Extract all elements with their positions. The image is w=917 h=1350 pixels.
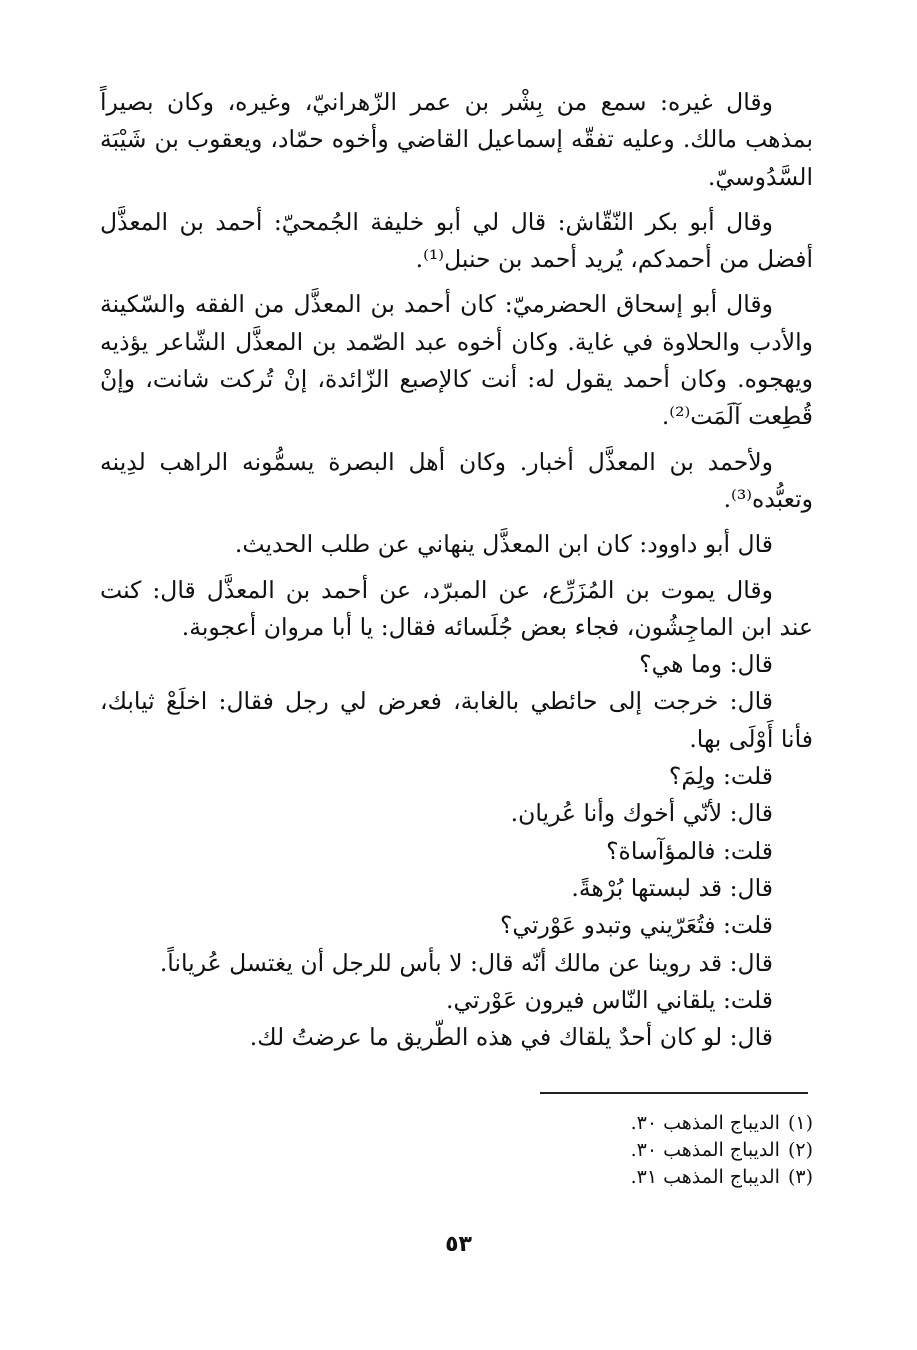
dialog-line: قال: لو كان أحدٌ يلقاك في هذه الطّريق ما عرضتُ لك.	[249, 1023, 773, 1052]
footnote-number: (١)	[787, 1112, 813, 1134]
dialog-line: قلت: يلقاني النّاس فيرون عَوْرتي.	[445, 985, 773, 1014]
footnote-number: (٣)	[787, 1166, 813, 1188]
footnote-text: الديباج المذهب ٣٠.	[630, 1139, 780, 1161]
dialog-line: قال: قد روينا عن مالك أنّه قال: لا بأس للرجل أن يغتسل عُرياناً.	[159, 948, 773, 977]
footnote-divider	[540, 1092, 808, 1094]
footnote	[400, 1164, 813, 1191]
footnote	[400, 1137, 813, 1164]
paragraph: وقال يموت بن المُزَرِّع، عن المبرّد، عن أحمد بن المعذَّل قال: كنت عند ابن الماجِشُون، فجاء بعض جُلَسائه فقال: يا أبا مروان أعجوبة.	[100, 575, 813, 641]
footnote-text: الديباج المذهب ٣١.	[630, 1166, 780, 1188]
main-text	[100, 84, 813, 1056]
dialog-line: قال: لأنّي أخوك وأنا عُريان.	[510, 799, 773, 828]
dialog-line: قال: وما هي؟	[639, 650, 773, 679]
dialog-line: قلت: فالمؤآساة؟	[606, 836, 773, 865]
footnote-number: (٢)	[787, 1139, 813, 1161]
dialog-line: قال: خرجت إلى حائطي بالغابة، فعرض لي رجل فقال: اخلَعْ ثيابك، فأنا أَوْلَى بها.	[100, 687, 813, 753]
dialog-line: قلت: فتُعَرّيني وتبدو عَوْرتي؟	[499, 911, 773, 940]
page-number: ٥٣	[445, 1232, 472, 1257]
paragraph: وقال أبو بكر النّقّاش: قال لي أبو خليفة الجُمحيّ: أحمد بن المعذَّل أفضل من أحمدكم، يُريد أحمد بن حنبل⁽¹⁾.	[100, 207, 813, 274]
dialog-line: قال: قد لبستها بُرْهةً.	[571, 873, 773, 902]
paragraph: وقال أبو إسحاق الحضرميّ: كان أحمد بن المعذَّل من الفقه والسّكينة والأدب والحلاوة في غاية. وكان أخوه عبد الصّمد بن المعذَّل الشّاعر يؤذيه ويهجوه. وكان أحمد يقول له: أنت كالإصبع الزّائدة، إنْ تُركت شانت، وإنْ قُطِعت آلَمَت⁽²⁾.	[100, 290, 813, 431]
footnotes	[400, 1110, 813, 1191]
footnote-text: الديباج المذهب ٣٠.	[630, 1112, 780, 1134]
paragraph: قال أبو داوود: كان ابن المعذَّل ينهاني عن طلب الحديث.	[234, 530, 773, 559]
paragraph: وقال غيره: سمع من بِشْر بن عمر الزّهرانيّ، وغيره، وكان بصيراً بمذهب مالك. وعليه تفقّه إسماعيل القاضي وأخوه حمّاد، ويعقوب بن شَيْبَة السَّدُوسيّ.	[100, 88, 813, 191]
footnote	[400, 1110, 813, 1137]
dialog-line: قلت: ولِمَ؟	[668, 762, 773, 791]
paragraph: ولأحمد بن المعذَّل أخبار. وكان أهل البصرة يسمُّونه الراهب لدِينه وتعبُّده⁽³⁾.	[100, 447, 813, 513]
